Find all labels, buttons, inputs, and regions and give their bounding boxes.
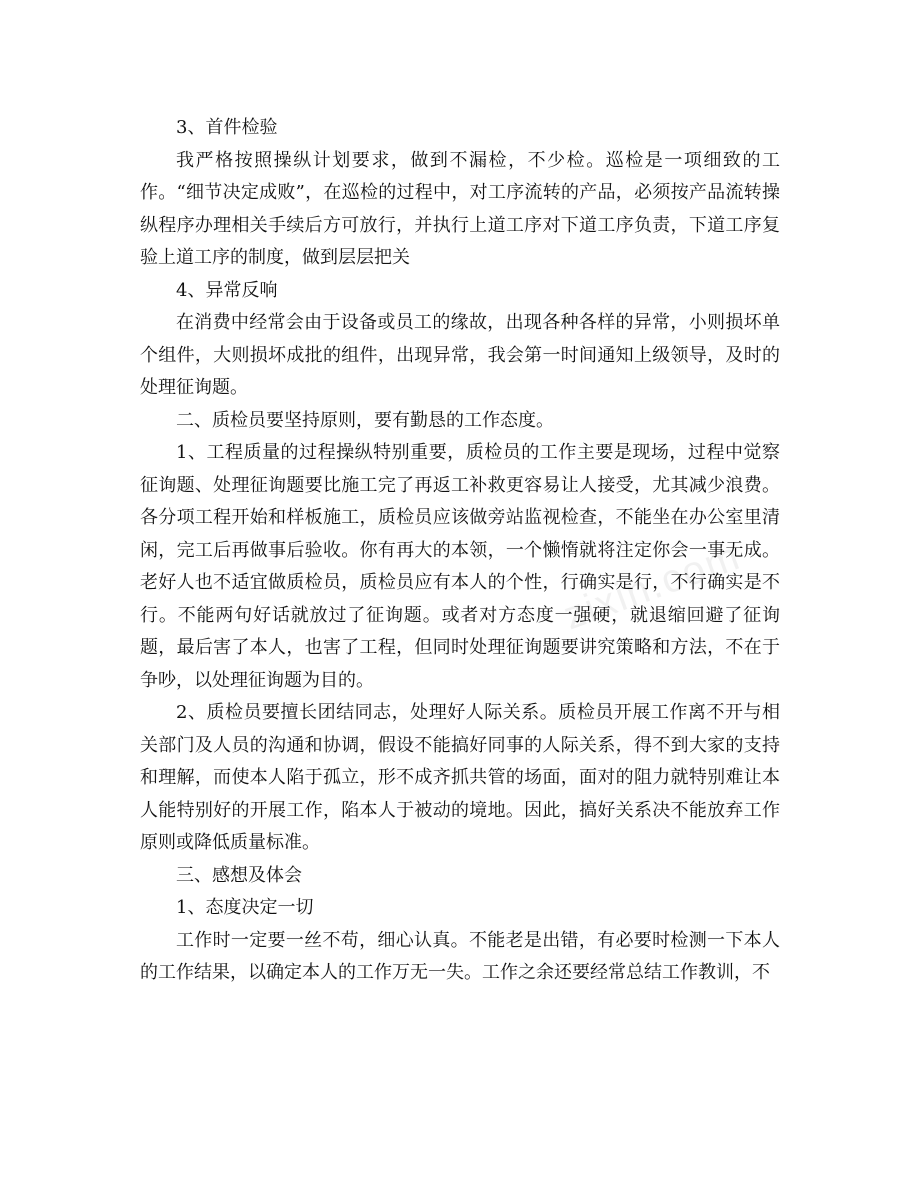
paragraph-teamwork: 2、质检员要擅长团结同志，处理好人际关系。质检员开展工作离不开与相关部门及人员的沟通和协调，假设不能搞好同事的人际关系，得不到大家的支持和理解，而使本人陷于孤立，形不成齐抓共管的场面，面对的阻力就特别难让本人能特别好的开展工作，陷本人于被动的境地。因此，搞好关系决不能放弃工作原则或降低质量标准。 [140, 702, 780, 853]
section-heading-reflections: 三、感想及体会 [176, 864, 302, 886]
section-heading-first-article-inspection: 3、首件检验 [176, 117, 278, 138]
section-heading-attitude: 1、态度决定一切 [176, 897, 314, 918]
paragraph-abnormal-handling: 在消费中经常会由于设备或员工的缘故，出现各种各样的异常，小则损坏单个组件，大则损坏成批的组件，出现异常，我会第一时间通知上级领导，及时的处理征询题。 [140, 312, 780, 398]
document-body [140, 112, 780, 990]
paragraph-process-control: 1、工程质量的过程操纵特别重要，质检员的工作主要是现场，过程中觉察征询题、处理征询题要比施工完了再返工补救更容易让人接受，尤其减少浪费。各分项工程开始和样板施工，质检员应该做旁站监视检查，不能坐在办公室里清闲，完工后再做事后验收。你有再大的本领，一个懒惰就将注定你会一事无成。老好人也不适宜做质检员，质检员应有本人的个性，行确实是行，不行确实是不行。不能两句好话就放过了征询题。或者对方态度一强硬，就退缩回避了征询题，最后害了本人，也害了工程，但同时处理征询题要讲究策略和方法，不在于争吵，以处理征询题为目的。 [140, 442, 780, 691]
watermark-logo: zixin.com [557, 533, 747, 639]
paragraph-inspection-process: 我严格按照操纵计划要求，做到不漏检，不少检。巡检是一项细致的工作。“细节决定成败”，在巡检的过程中，对工序流转的产品，必须按产品流转操纵程序办理相关手续后方可放行，并执行上道工序对下道工序负责，下道工序复验上道工序的制度，做到层层把关 [140, 149, 780, 268]
paragraph-attitude: 工作时一定要一丝不苟，细心认真。不能老是出错，有必要时检测一下本人的工作结果，以确定本人的工作万无一失。工作之余还要经常总结工作教训，不 [140, 929, 780, 983]
section-heading-principles: 二、质检员要坚持原则，要有勤恳的工作态度。 [176, 409, 554, 431]
section-heading-abnormal-feedback: 4、异常反响 [176, 279, 278, 301]
